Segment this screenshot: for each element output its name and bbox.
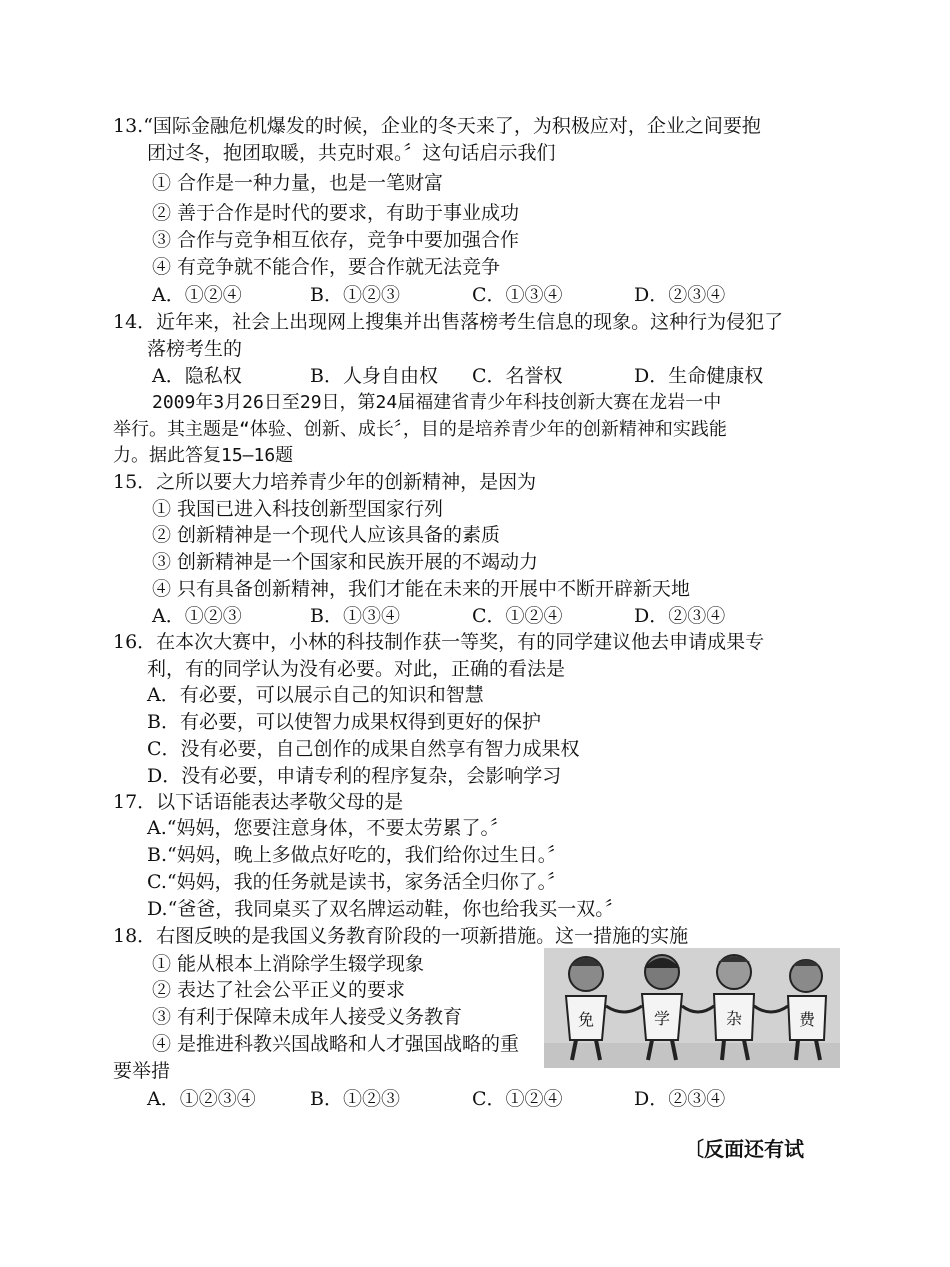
sign-char-3: 杂: [725, 1009, 743, 1028]
q14-choice-b: B．人身自由权: [310, 365, 438, 387]
q15-item-1: ① 我国已进入科技创新型国家行列: [152, 498, 444, 520]
q13-item-4: ④ 有竞争就不能合作，要合作就无法竞争: [152, 256, 501, 278]
q18-item-4: ④ 是推进科教兴国战略和人才强国战略的重: [152, 1033, 520, 1055]
q17-stem: 17．以下话语能表达孝敬父母的是: [113, 791, 404, 813]
q17-option-c: C.“妈妈，我的任务就是读书，家务活全归你了。〞: [147, 871, 567, 893]
q18-choice-c: C．①②④: [472, 1088, 563, 1110]
q18-choice-d: D．②③④: [634, 1088, 726, 1110]
q18-item-4-tail: 要举措: [113, 1060, 171, 1082]
q18-item-1: ① 能从根本上消除学生辍学现象: [152, 953, 425, 975]
q15-choice-d: D．②③④: [634, 605, 726, 627]
q15-item-3: ③ 创新精神是一个国家和民族开展的不竭动力: [152, 551, 539, 573]
q18-item-2: ② 表达了社会公平正义的要求: [152, 979, 406, 1001]
q16-option-b: B．有必要，可以使智力成果权得到更好的保护: [147, 711, 541, 733]
q17-option-b: B.“妈妈，晚上多做点好吃的，我们给你过生日。〞: [147, 844, 567, 866]
intro-line2: 举行。其主题是“体验、创新、成长〞，目的是培养青少年的创新精神和实践能: [113, 419, 727, 440]
q14-choice-a: A．隐私权: [152, 365, 242, 387]
q13-choice-c: C．①③④: [472, 284, 563, 306]
q15-choice-a: A．①②③: [152, 605, 242, 627]
q14-stem-line2: 落榜考生的: [147, 338, 243, 360]
q13-stem-line2: 团过冬，抱团取暖，共克时艰。〞这句话启示我们: [147, 142, 556, 164]
q15-item-2: ② 创新精神是一个现代人应该具备的素质: [152, 524, 501, 546]
q16-option-c: C．没有必要，自己创作的成果自然享有智力成果权: [147, 738, 580, 760]
sign-char-2: 学: [653, 1009, 671, 1028]
q17-option-d: D.“爸爸，我同桌买了双名牌运动鞋，你也给我买一双。〞: [147, 898, 624, 920]
intro-line3: 力。据此答复15—16题: [113, 445, 294, 466]
q15-choice-c: C．①②④: [472, 605, 563, 627]
q16-stem-line1: 16．在本次大赛中，小林的科技制作获一等奖，有的同学建议他去申请成果专: [113, 631, 765, 653]
q16-option-d: D．没有必要，申请专利的程序复杂，会影响学习: [147, 765, 562, 787]
q14-choice-c: C．名誉权: [472, 365, 563, 387]
q15-stem: 15．之所以要大力培养青少年的创新精神，是因为: [113, 471, 537, 493]
q18-choice-b: B．①②③: [310, 1088, 400, 1110]
q13-choice-d: D．②③④: [634, 284, 726, 306]
q13-item-2: ② 善于合作是时代的要求，有助于事业成功: [152, 202, 520, 224]
free-tuition-illustration: [544, 948, 840, 1068]
q18-choice-a: A．①②③④: [147, 1088, 256, 1110]
q16-option-a: A．有必要，可以展示自己的知识和智慧: [147, 684, 484, 706]
sign-char-4: 费: [798, 1010, 816, 1029]
q14-choice-d: D．生命健康权: [634, 365, 764, 387]
q16-stem-line2: 利，有的同学认为没有必要。对此，正确的看法是: [147, 658, 566, 680]
intro-line1: 2009年3月26日至29日，第24届福建省青少年科技创新大赛在龙岩一中: [152, 392, 722, 413]
q14-stem-line1: 14．近年来，社会上出现网上搜集并出售落榜考生信息的现象。这种行为侵犯了: [113, 311, 784, 333]
q13-item-1: ① 合作是一种力量，也是一笔财富: [152, 172, 444, 194]
q13-item-3: ③ 合作与竞争相互依存，竞争中要加强合作: [152, 229, 520, 251]
q13-stem-line1: 13.“国际金融危机爆发的时候，企业的冬天来了，为积极应对，企业之间要抱: [113, 115, 761, 137]
page-footer: 〔反面还有试: [684, 1137, 804, 1161]
q15-item-4: ④ 只有具备创新精神，我们才能在未来的开展中不断开辟新天地: [152, 578, 691, 600]
q18-stem: 18．右图反映的是我国义务教育阶段的一项新措施。这一措施的实施: [113, 925, 689, 947]
q18-item-3: ③ 有利于保障未成年人接受义务教育: [152, 1006, 463, 1028]
q13-choice-a: A．①②④: [152, 284, 242, 306]
q15-choice-b: B．①③④: [310, 605, 400, 627]
q13-choice-b: B．①②③: [310, 284, 400, 306]
sign-char-1: 免: [577, 1010, 595, 1029]
q17-option-a: A.“妈妈，您要注意身体，不要太劳累了。〞: [147, 817, 509, 839]
